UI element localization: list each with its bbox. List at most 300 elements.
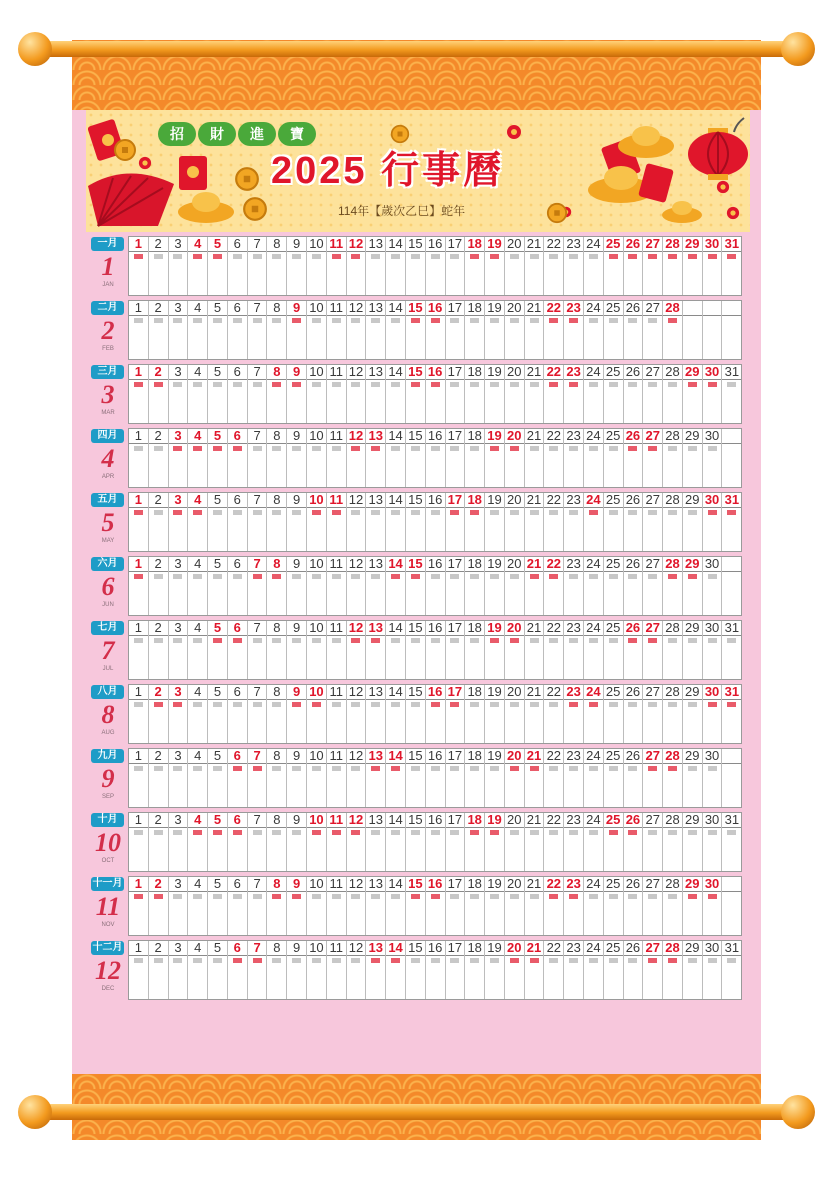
day-cell[interactable] bbox=[149, 685, 169, 743]
day-cell[interactable] bbox=[544, 301, 564, 359]
day-cell[interactable] bbox=[722, 749, 741, 807]
day-cell[interactable] bbox=[564, 301, 584, 359]
day-cell[interactable] bbox=[208, 301, 228, 359]
day-cell[interactable] bbox=[327, 941, 347, 999]
day-cell[interactable] bbox=[366, 685, 386, 743]
day-cell[interactable] bbox=[544, 685, 564, 743]
day-cell[interactable] bbox=[307, 941, 327, 999]
day-cell[interactable] bbox=[267, 429, 287, 487]
day-cell[interactable] bbox=[663, 685, 683, 743]
day-cell[interactable] bbox=[327, 813, 347, 871]
day-cell[interactable] bbox=[485, 749, 505, 807]
day-cell[interactable] bbox=[307, 493, 327, 551]
day-cell[interactable] bbox=[267, 685, 287, 743]
day-cell[interactable] bbox=[366, 813, 386, 871]
day-cell[interactable] bbox=[366, 493, 386, 551]
day-cell[interactable] bbox=[149, 621, 169, 679]
day-cell[interactable] bbox=[604, 557, 624, 615]
day-cell[interactable] bbox=[505, 557, 525, 615]
day-cell[interactable] bbox=[465, 877, 485, 935]
day-cell[interactable] bbox=[267, 813, 287, 871]
day-cell[interactable] bbox=[544, 429, 564, 487]
day-cell[interactable] bbox=[188, 301, 208, 359]
day-cell[interactable] bbox=[406, 493, 426, 551]
day-cell[interactable] bbox=[366, 621, 386, 679]
day-cell[interactable] bbox=[149, 749, 169, 807]
day-cell[interactable] bbox=[307, 749, 327, 807]
day-cell[interactable] bbox=[287, 813, 307, 871]
day-cell[interactable] bbox=[544, 365, 564, 423]
day-cell[interactable] bbox=[544, 237, 564, 295]
day-cell[interactable] bbox=[584, 557, 604, 615]
day-cell[interactable] bbox=[129, 813, 149, 871]
day-cell[interactable] bbox=[327, 301, 347, 359]
day-cell[interactable] bbox=[248, 493, 268, 551]
day-cell[interactable] bbox=[248, 237, 268, 295]
day-cell[interactable] bbox=[327, 621, 347, 679]
day-cell[interactable] bbox=[129, 557, 149, 615]
day-cell[interactable] bbox=[228, 941, 248, 999]
day-cell[interactable] bbox=[366, 557, 386, 615]
day-cell[interactable] bbox=[129, 941, 149, 999]
day-cell[interactable] bbox=[248, 941, 268, 999]
day-cell[interactable] bbox=[347, 429, 367, 487]
day-cell[interactable] bbox=[564, 493, 584, 551]
day-cell[interactable] bbox=[248, 557, 268, 615]
day-cell[interactable] bbox=[129, 877, 149, 935]
day-cell[interactable] bbox=[643, 877, 663, 935]
day-cell[interactable] bbox=[366, 941, 386, 999]
day-cell[interactable] bbox=[228, 301, 248, 359]
day-cell[interactable] bbox=[604, 301, 624, 359]
day-cell[interactable] bbox=[703, 685, 723, 743]
day-cell[interactable] bbox=[525, 941, 545, 999]
day-cell[interactable] bbox=[406, 557, 426, 615]
day-cell[interactable] bbox=[624, 493, 644, 551]
day-cell[interactable] bbox=[643, 493, 663, 551]
day-cell[interactable] bbox=[307, 429, 327, 487]
day-cell[interactable] bbox=[287, 877, 307, 935]
day-cell[interactable] bbox=[525, 813, 545, 871]
day-cell[interactable] bbox=[604, 429, 624, 487]
day-cell[interactable] bbox=[406, 749, 426, 807]
day-cell[interactable] bbox=[722, 365, 741, 423]
day-cell[interactable] bbox=[703, 813, 723, 871]
day-cell[interactable] bbox=[327, 685, 347, 743]
day-cell[interactable] bbox=[188, 621, 208, 679]
day-cell[interactable] bbox=[287, 429, 307, 487]
day-cell[interactable] bbox=[228, 429, 248, 487]
day-cell[interactable] bbox=[624, 877, 644, 935]
day-cell[interactable] bbox=[722, 877, 741, 935]
day-cell[interactable] bbox=[624, 749, 644, 807]
day-cell[interactable] bbox=[683, 941, 703, 999]
day-cell[interactable] bbox=[525, 493, 545, 551]
day-cell[interactable] bbox=[208, 493, 228, 551]
day-cell[interactable] bbox=[169, 877, 189, 935]
day-cell[interactable] bbox=[485, 493, 505, 551]
day-cell[interactable] bbox=[663, 941, 683, 999]
day-cell[interactable] bbox=[584, 877, 604, 935]
day-cell[interactable] bbox=[248, 621, 268, 679]
day-cell[interactable] bbox=[228, 813, 248, 871]
day-cell[interactable] bbox=[366, 301, 386, 359]
day-cell[interactable] bbox=[287, 685, 307, 743]
day-cell[interactable] bbox=[327, 429, 347, 487]
day-cell[interactable] bbox=[169, 301, 189, 359]
day-cell[interactable] bbox=[446, 941, 466, 999]
day-cell[interactable] bbox=[366, 877, 386, 935]
day-cell[interactable] bbox=[366, 365, 386, 423]
day-cell[interactable] bbox=[287, 941, 307, 999]
day-cell[interactable] bbox=[287, 237, 307, 295]
day-cell[interactable] bbox=[267, 237, 287, 295]
day-cell[interactable] bbox=[426, 749, 446, 807]
day-cell[interactable] bbox=[228, 685, 248, 743]
day-cell[interactable] bbox=[643, 941, 663, 999]
day-cell[interactable] bbox=[386, 493, 406, 551]
day-cell[interactable] bbox=[485, 365, 505, 423]
day-cell[interactable] bbox=[347, 493, 367, 551]
day-cell[interactable] bbox=[683, 237, 703, 295]
day-cell[interactable] bbox=[465, 301, 485, 359]
day-cell[interactable] bbox=[208, 557, 228, 615]
day-cell[interactable] bbox=[208, 685, 228, 743]
day-cell[interactable] bbox=[446, 621, 466, 679]
day-cell[interactable] bbox=[347, 877, 367, 935]
day-cell[interactable] bbox=[347, 301, 367, 359]
day-cell[interactable] bbox=[188, 749, 208, 807]
day-cell[interactable] bbox=[366, 237, 386, 295]
day-cell[interactable] bbox=[149, 365, 169, 423]
day-cell[interactable] bbox=[624, 941, 644, 999]
day-cell[interactable] bbox=[485, 237, 505, 295]
day-cell[interactable] bbox=[287, 301, 307, 359]
day-cell[interactable] bbox=[366, 429, 386, 487]
day-cell[interactable] bbox=[406, 237, 426, 295]
day-cell[interactable] bbox=[663, 813, 683, 871]
day-cell[interactable] bbox=[169, 813, 189, 871]
day-cell[interactable] bbox=[505, 941, 525, 999]
day-cell[interactable] bbox=[446, 493, 466, 551]
day-cell[interactable] bbox=[386, 877, 406, 935]
day-cell[interactable] bbox=[406, 685, 426, 743]
day-cell[interactable] bbox=[505, 365, 525, 423]
day-cell[interactable] bbox=[584, 749, 604, 807]
day-cell[interactable] bbox=[446, 685, 466, 743]
day-cell[interactable] bbox=[129, 429, 149, 487]
day-cell[interactable] bbox=[703, 301, 723, 359]
day-cell[interactable] bbox=[544, 621, 564, 679]
day-cell[interactable] bbox=[465, 941, 485, 999]
day-cell[interactable] bbox=[327, 749, 347, 807]
day-cell[interactable] bbox=[604, 685, 624, 743]
day-cell[interactable] bbox=[327, 365, 347, 423]
day-cell[interactable] bbox=[663, 749, 683, 807]
day-cell[interactable] bbox=[129, 685, 149, 743]
day-cell[interactable] bbox=[624, 685, 644, 743]
day-cell[interactable] bbox=[683, 621, 703, 679]
day-cell[interactable] bbox=[386, 237, 406, 295]
day-cell[interactable] bbox=[327, 237, 347, 295]
day-cell[interactable] bbox=[406, 301, 426, 359]
day-cell[interactable] bbox=[406, 621, 426, 679]
day-cell[interactable] bbox=[564, 877, 584, 935]
day-cell[interactable] bbox=[208, 365, 228, 423]
day-cell[interactable] bbox=[663, 493, 683, 551]
day-cell[interactable] bbox=[188, 941, 208, 999]
day-cell[interactable] bbox=[347, 941, 367, 999]
day-cell[interactable] bbox=[584, 941, 604, 999]
day-cell[interactable] bbox=[604, 813, 624, 871]
day-cell[interactable] bbox=[426, 877, 446, 935]
day-cell[interactable] bbox=[169, 365, 189, 423]
day-cell[interactable] bbox=[663, 237, 683, 295]
day-cell[interactable] bbox=[604, 237, 624, 295]
day-cell[interactable] bbox=[525, 237, 545, 295]
day-cell[interactable] bbox=[188, 813, 208, 871]
day-cell[interactable] bbox=[703, 493, 723, 551]
day-cell[interactable] bbox=[604, 877, 624, 935]
day-cell[interactable] bbox=[465, 685, 485, 743]
day-cell[interactable] bbox=[406, 365, 426, 423]
day-cell[interactable] bbox=[169, 941, 189, 999]
day-cell[interactable] bbox=[149, 941, 169, 999]
day-cell[interactable] bbox=[663, 877, 683, 935]
day-cell[interactable] bbox=[149, 877, 169, 935]
day-cell[interactable] bbox=[267, 557, 287, 615]
day-cell[interactable] bbox=[267, 621, 287, 679]
day-cell[interactable] bbox=[485, 685, 505, 743]
day-cell[interactable] bbox=[287, 557, 307, 615]
day-cell[interactable] bbox=[426, 813, 446, 871]
day-cell[interactable] bbox=[604, 621, 624, 679]
day-cell[interactable] bbox=[406, 429, 426, 487]
day-cell[interactable] bbox=[683, 301, 703, 359]
day-cell[interactable] bbox=[208, 941, 228, 999]
day-cell[interactable] bbox=[564, 941, 584, 999]
day-cell[interactable] bbox=[643, 301, 663, 359]
day-cell[interactable] bbox=[663, 621, 683, 679]
day-cell[interactable] bbox=[347, 749, 367, 807]
day-cell[interactable] bbox=[505, 429, 525, 487]
day-cell[interactable] bbox=[643, 365, 663, 423]
day-cell[interactable] bbox=[208, 429, 228, 487]
day-cell[interactable] bbox=[446, 301, 466, 359]
day-cell[interactable] bbox=[604, 941, 624, 999]
day-cell[interactable] bbox=[248, 301, 268, 359]
day-cell[interactable] bbox=[683, 877, 703, 935]
day-cell[interactable] bbox=[525, 365, 545, 423]
day-cell[interactable] bbox=[327, 557, 347, 615]
day-cell[interactable] bbox=[564, 621, 584, 679]
day-cell[interactable] bbox=[149, 429, 169, 487]
day-cell[interactable] bbox=[584, 621, 604, 679]
day-cell[interactable] bbox=[208, 813, 228, 871]
day-cell[interactable] bbox=[366, 749, 386, 807]
day-cell[interactable] bbox=[465, 813, 485, 871]
day-cell[interactable] bbox=[722, 557, 741, 615]
day-cell[interactable] bbox=[525, 301, 545, 359]
day-cell[interactable] bbox=[228, 365, 248, 423]
day-cell[interactable] bbox=[505, 493, 525, 551]
day-cell[interactable] bbox=[307, 301, 327, 359]
day-cell[interactable] bbox=[149, 301, 169, 359]
day-cell[interactable] bbox=[703, 941, 723, 999]
day-cell[interactable] bbox=[267, 301, 287, 359]
day-cell[interactable] bbox=[169, 429, 189, 487]
day-cell[interactable] bbox=[703, 557, 723, 615]
day-cell[interactable] bbox=[446, 749, 466, 807]
day-cell[interactable] bbox=[188, 877, 208, 935]
day-cell[interactable] bbox=[584, 237, 604, 295]
day-cell[interactable] bbox=[169, 621, 189, 679]
day-cell[interactable] bbox=[683, 365, 703, 423]
day-cell[interactable] bbox=[129, 301, 149, 359]
day-cell[interactable] bbox=[465, 429, 485, 487]
day-cell[interactable] bbox=[129, 749, 149, 807]
day-cell[interactable] bbox=[129, 237, 149, 295]
day-cell[interactable] bbox=[307, 365, 327, 423]
day-cell[interactable] bbox=[426, 237, 446, 295]
day-cell[interactable] bbox=[446, 877, 466, 935]
day-cell[interactable] bbox=[703, 237, 723, 295]
day-cell[interactable] bbox=[426, 301, 446, 359]
day-cell[interactable] bbox=[426, 941, 446, 999]
day-cell[interactable] bbox=[347, 685, 367, 743]
day-cell[interactable] bbox=[426, 685, 446, 743]
day-cell[interactable] bbox=[485, 621, 505, 679]
day-cell[interactable] bbox=[426, 429, 446, 487]
day-cell[interactable] bbox=[564, 365, 584, 423]
day-cell[interactable] bbox=[129, 493, 149, 551]
day-cell[interactable] bbox=[564, 237, 584, 295]
day-cell[interactable] bbox=[267, 365, 287, 423]
day-cell[interactable] bbox=[505, 749, 525, 807]
day-cell[interactable] bbox=[683, 493, 703, 551]
day-cell[interactable] bbox=[446, 365, 466, 423]
day-cell[interactable] bbox=[703, 621, 723, 679]
day-cell[interactable] bbox=[485, 301, 505, 359]
day-cell[interactable] bbox=[485, 877, 505, 935]
day-cell[interactable] bbox=[228, 877, 248, 935]
day-cell[interactable] bbox=[446, 237, 466, 295]
day-cell[interactable] bbox=[465, 365, 485, 423]
day-cell[interactable] bbox=[663, 557, 683, 615]
day-cell[interactable] bbox=[544, 749, 564, 807]
day-cell[interactable] bbox=[624, 429, 644, 487]
day-cell[interactable] bbox=[347, 621, 367, 679]
day-cell[interactable] bbox=[465, 557, 485, 615]
day-cell[interactable] bbox=[188, 493, 208, 551]
day-cell[interactable] bbox=[683, 813, 703, 871]
day-cell[interactable] bbox=[624, 813, 644, 871]
day-cell[interactable] bbox=[446, 813, 466, 871]
day-cell[interactable] bbox=[386, 429, 406, 487]
day-cell[interactable] bbox=[643, 557, 663, 615]
day-cell[interactable] bbox=[208, 237, 228, 295]
day-cell[interactable] bbox=[505, 621, 525, 679]
day-cell[interactable] bbox=[307, 557, 327, 615]
day-cell[interactable] bbox=[525, 557, 545, 615]
day-cell[interactable] bbox=[505, 237, 525, 295]
day-cell[interactable] bbox=[683, 685, 703, 743]
day-cell[interactable] bbox=[307, 813, 327, 871]
day-cell[interactable] bbox=[624, 557, 644, 615]
day-cell[interactable] bbox=[248, 749, 268, 807]
day-cell[interactable] bbox=[129, 365, 149, 423]
day-cell[interactable] bbox=[149, 493, 169, 551]
day-cell[interactable] bbox=[307, 877, 327, 935]
day-cell[interactable] bbox=[722, 685, 741, 743]
day-cell[interactable] bbox=[505, 301, 525, 359]
day-cell[interactable] bbox=[564, 685, 584, 743]
day-cell[interactable] bbox=[228, 621, 248, 679]
day-cell[interactable] bbox=[584, 813, 604, 871]
day-cell[interactable] bbox=[287, 621, 307, 679]
day-cell[interactable] bbox=[208, 877, 228, 935]
day-cell[interactable] bbox=[267, 941, 287, 999]
day-cell[interactable] bbox=[248, 685, 268, 743]
day-cell[interactable] bbox=[683, 749, 703, 807]
day-cell[interactable] bbox=[525, 621, 545, 679]
day-cell[interactable] bbox=[584, 493, 604, 551]
day-cell[interactable] bbox=[485, 429, 505, 487]
day-cell[interactable] bbox=[208, 749, 228, 807]
day-cell[interactable] bbox=[386, 813, 406, 871]
day-cell[interactable] bbox=[584, 301, 604, 359]
day-cell[interactable] bbox=[643, 685, 663, 743]
day-cell[interactable] bbox=[564, 429, 584, 487]
day-cell[interactable] bbox=[149, 557, 169, 615]
day-cell[interactable] bbox=[505, 685, 525, 743]
day-cell[interactable] bbox=[307, 685, 327, 743]
day-cell[interactable] bbox=[485, 557, 505, 615]
day-cell[interactable] bbox=[228, 749, 248, 807]
day-cell[interactable] bbox=[624, 621, 644, 679]
day-cell[interactable] bbox=[643, 237, 663, 295]
day-cell[interactable] bbox=[327, 493, 347, 551]
day-cell[interactable] bbox=[624, 237, 644, 295]
day-cell[interactable] bbox=[465, 749, 485, 807]
day-cell[interactable] bbox=[505, 813, 525, 871]
day-cell[interactable] bbox=[505, 877, 525, 935]
day-cell[interactable] bbox=[248, 813, 268, 871]
day-cell[interactable] bbox=[386, 365, 406, 423]
day-cell[interactable] bbox=[446, 557, 466, 615]
day-cell[interactable] bbox=[426, 557, 446, 615]
day-cell[interactable] bbox=[703, 877, 723, 935]
day-cell[interactable] bbox=[663, 429, 683, 487]
day-cell[interactable] bbox=[386, 749, 406, 807]
day-cell[interactable] bbox=[169, 749, 189, 807]
day-cell[interactable] bbox=[485, 941, 505, 999]
day-cell[interactable] bbox=[386, 621, 406, 679]
day-cell[interactable] bbox=[248, 429, 268, 487]
day-cell[interactable] bbox=[544, 557, 564, 615]
day-cell[interactable] bbox=[446, 429, 466, 487]
day-cell[interactable] bbox=[287, 493, 307, 551]
day-cell[interactable] bbox=[386, 301, 406, 359]
day-cell[interactable] bbox=[544, 941, 564, 999]
day-cell[interactable] bbox=[188, 237, 208, 295]
day-cell[interactable] bbox=[722, 237, 741, 295]
day-cell[interactable] bbox=[169, 685, 189, 743]
day-cell[interactable] bbox=[604, 749, 624, 807]
day-cell[interactable] bbox=[683, 429, 703, 487]
day-cell[interactable] bbox=[465, 621, 485, 679]
day-cell[interactable] bbox=[307, 621, 327, 679]
